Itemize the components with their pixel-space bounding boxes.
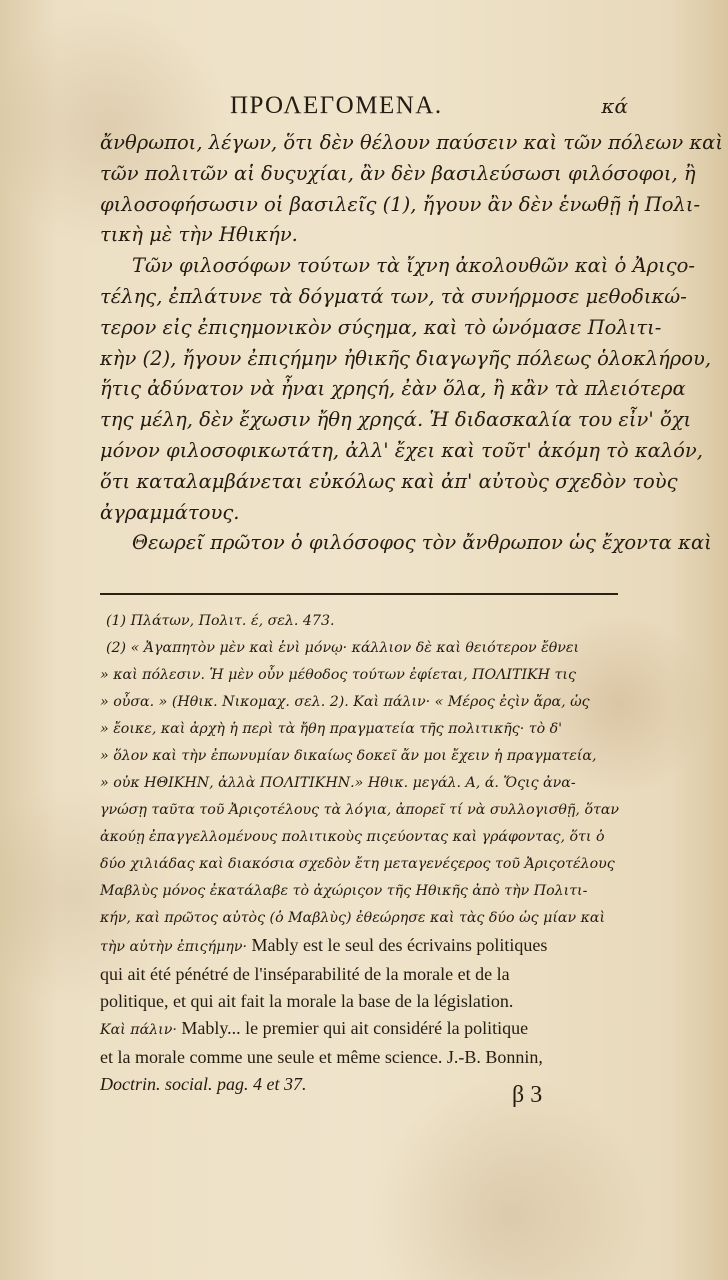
text-line: ἥτις ἀδύνατον νὰ ἦναι χρηςή, ἐὰν ὅλα, ἢ κἂν τὰ πλειότερα <box>100 377 686 401</box>
footnote-line: » οὐκ ΗΘΙΚΗΝ, ἀλλὰ ΠΟΛΙΤΙΚΗΝ.» Ηθικ. μεγάλ. Α, ά. Ὅςις ἀνα- <box>100 775 576 791</box>
footnote-line: (2) « Ἀγαπητὸν μὲν καὶ ἑνὶ μόνῳ· κάλλιον δὲ καὶ θειότερον ἔθνει <box>106 640 580 656</box>
printer-signature-mark: β 3 <box>512 1082 543 1108</box>
page-number: κά <box>601 94 628 118</box>
paragraph <box>100 528 712 559</box>
footnote-line: » ὅλον καὶ τὴν ἐπωνυμίαν δικαίως δοκεῖ ἄν μοι ἔχειν ἡ πραγματεία, <box>100 748 597 764</box>
text-line: τέλης, ἐπλάτυνε τὰ δόγματά των, τὰ συνήρμοσε μεθοδικώ- <box>100 284 687 308</box>
footnote-line: κήν, καὶ πρῶτος αὐτὸς (ὁ Μαβλὺς) ἐθεώρησε καὶ τὰς δύο ὡς μίαν καὶ <box>100 910 606 926</box>
footnote-line: » οὖσα. » (Ηθικ. Νικομαχ. σελ. 2). Καὶ πάλιν· « Μέρος ἐςὶν ἄρα, ὡς <box>100 694 590 710</box>
footnote-line <box>100 932 630 961</box>
citation-line: Doctrin. social. pag. 4 et 37. <box>100 1074 307 1094</box>
footnote-line: δύο χιλιάδας καὶ διακόσια σχεδὸν ἔτη μεταγενέςερος τοῦ Ἀριςοτέλους <box>100 856 615 872</box>
footnotes <box>100 608 630 1098</box>
french-quote-line: et la morale comme une seule et même science. J.-B. Bonnin, <box>100 1047 543 1067</box>
text-line: Τῶν φιλοσόφων τούτων τὰ ἴχνη ἀκολουθῶν καὶ ὁ Ἀριςο- <box>132 254 696 278</box>
french-quote-line: politique, et qui ait fait la morale la base de la législation. <box>100 991 514 1011</box>
footnote-line <box>100 1015 630 1044</box>
paragraph <box>100 251 712 528</box>
footnote-line: » καὶ πόλεσιν. Ἡ μὲν οὖν μέθοδος τούτων ἐφίεται, ΠΟΛΙΤΙΚΗ τις <box>100 667 576 683</box>
text-line: της μέλη, δὲν ἔχωσιν ἤθη χρηςά. Ἡ διδασκαλία του εἶν' ὄχι <box>100 408 692 432</box>
text-line: τερον εἰς ἐπιςημονικὸν σύςημα, καὶ τὸ ὠνόμασε Πολιτι- <box>100 315 662 339</box>
text-line: φιλοσοφήσωσιν οἱ βασιλεῖς (1), ἤγουν ἂν δὲν ἑνωθῇ ἡ Πολι- <box>100 192 701 216</box>
text-line: τικὴ μὲ τὴν Ηθικήν. <box>100 223 298 247</box>
paragraph <box>100 128 723 251</box>
text-line: ἀγραμμάτους. <box>100 500 240 524</box>
french-quote: Mably est le seul des écrivains politiques <box>246 935 548 955</box>
text-line: κὴν (2), ἤγουν ἐπιςήμην ἠθικῆς διαγωγῆς πόλεως ὁλοκλήρου, <box>100 346 712 370</box>
footnote-line: ἀκούῃ ἐπαγγελλομένους πολιτικοὺς πιςεύοντας καὶ γράφοντας, ὅτι ὁ <box>100 829 605 845</box>
french-quote-line: qui ait été pénétré de l'inséparabilité de la morale et de la <box>100 964 510 984</box>
text-line: Θεωρεῖ πρῶτον ὁ φιλόσοφος τὸν ἄνθρωπον ὡς ἔχοντα καὶ <box>132 531 712 555</box>
text-line: τῶν πολιτῶν αἱ δυςυχίαι, ἂν δὲν βασιλεύσωσι φιλόσοφοι, ἢ <box>100 161 696 185</box>
main-text <box>100 128 723 559</box>
footnote-line: γνώσῃ ταῦτα τοῦ Ἀριςοτέλους τὰ λόγια, ἀπορεῖ τί νὰ συλλογισθῇ, ὅταν <box>100 802 620 818</box>
footnote-divider <box>100 593 618 595</box>
greek-phrase: τὴν αὐτὴν ἐπιςήμην· <box>100 939 247 955</box>
footnote-line: (1) Πλάτων, Πολιτ. έ, σελ. 473. <box>106 613 335 629</box>
french-quote: Mably... le premier qui ait considéré la politique <box>176 1018 529 1038</box>
page-header <box>100 92 628 122</box>
running-title: ΠΡΟΛΕΓΟΜΕΝΑ. <box>230 92 443 119</box>
footnote-line: Μαβλὺς μόνος ἐκατάλαβε τὸ ἀχώριςον τῆς Ηθικῆς ἀπὸ τὴν Πολιτι- <box>100 883 588 899</box>
text-line: ἄνθρωποι, λέγων, ὅτι δὲν θέλουν παύσειν καὶ τῶν πόλεων καὶ <box>100 131 723 154</box>
text-line: ὅτι καταλαμβάνεται εὐκόλως καὶ ἀπ' αὐτοὺς σχεδὸν τοὺς <box>100 469 678 493</box>
text-line: μόνον φιλοσοφικωτάτη, ἀλλ' ἔχει καὶ τοῦτ' ἀκόμη τὸ καλόν, <box>100 438 703 462</box>
footnote-line: » ἔοικε, καὶ ἀρχὴ ἡ περὶ τὰ ἤθη πραγματεία τῆς πολιτικῆς· τὸ δ' <box>100 721 563 737</box>
greek-phrase: Καὶ πάλιν· <box>100 1022 177 1038</box>
